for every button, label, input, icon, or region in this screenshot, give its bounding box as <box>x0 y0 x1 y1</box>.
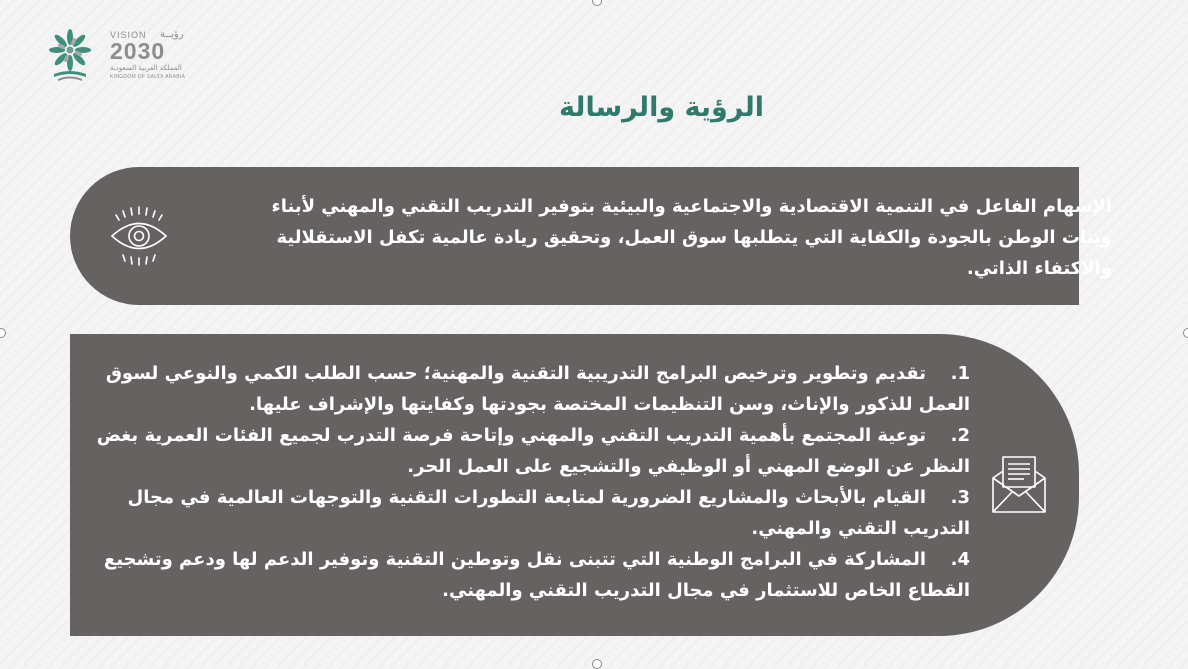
logo-year: 2030 <box>110 38 166 64</box>
list-item-text: المشاركة في البرامج الوطنية التي تتبنى نقل وتوطين التقنية وتوفير الدعم لها ودعم وتشجيع القطاع الخاص للاستثمار في مجال التدريب التقني والمهني. <box>103 549 970 601</box>
list-item-number: 2. <box>950 425 970 446</box>
vision-statement: الإسهام الفاعل في التنمية الاقتصادية والاجتماعية والبيئية بتوفير التدريب التقني والمهني لأبناء وبنات الوطن بالجودة والكفاية التي يتطلبها سوق العمل، وتحقيق ريادة عالمية تكفل الاستقلالية والاكتفاء الذاتي. <box>271 196 1112 279</box>
mission-panel <box>70 334 1079 636</box>
logo-subtitle-english: KINGDOM OF SAUDI ARABIA <box>110 74 186 80</box>
page-title: الرؤية والرسالة <box>558 92 764 123</box>
list-item <box>90 420 970 482</box>
list-item <box>90 358 970 420</box>
list-item-text: تقديم وتطوير وترخيص البرامج التدريبية التقنية والمهنية؛ حسب الطلب الكمي والنوعي لسوق العمل للذكور والإناث، وسن التنظيمات المختصة بجودتها وكفايتها والإشراف عليها. <box>105 363 970 415</box>
logo-vision-label: VISION <box>110 30 147 40</box>
selection-handle[interactable] <box>1183 328 1188 338</box>
list-item-number: 4. <box>950 549 970 570</box>
list-item <box>90 544 970 606</box>
list-item <box>90 482 970 544</box>
logo-subtitle-arabic: المملكة العربية السعودية <box>110 64 182 72</box>
envelope-icon <box>990 454 1048 516</box>
palm-emblem-icon <box>46 28 96 84</box>
list-item-number: 3. <box>950 487 970 508</box>
list-item-text: القيام بالأبحاث والمشاريع الضرورية لمتابعة التطورات التقنية والتوجهات العالمية في مجال التدريب التقني والمهني. <box>127 487 970 539</box>
list-item-number: 1. <box>950 363 970 384</box>
selection-handle[interactable] <box>0 328 6 338</box>
vision-2030-logo <box>46 28 191 84</box>
selection-handle[interactable] <box>592 0 602 6</box>
vision-panel <box>70 167 1112 305</box>
eye-icon <box>108 205 170 267</box>
logo-vision-arabic: رؤيــة <box>160 29 184 40</box>
mission-list <box>90 358 970 606</box>
selection-handle[interactable] <box>592 659 602 669</box>
list-item-text: توعية المجتمع بأهمية التدريب التقني والمهني وإتاحة فرصة التدرب لجميع الفئات العمرية بغض النظر عن الوضع المهني أو الوظيفي والتشجيع على العمل الحر. <box>96 425 970 477</box>
